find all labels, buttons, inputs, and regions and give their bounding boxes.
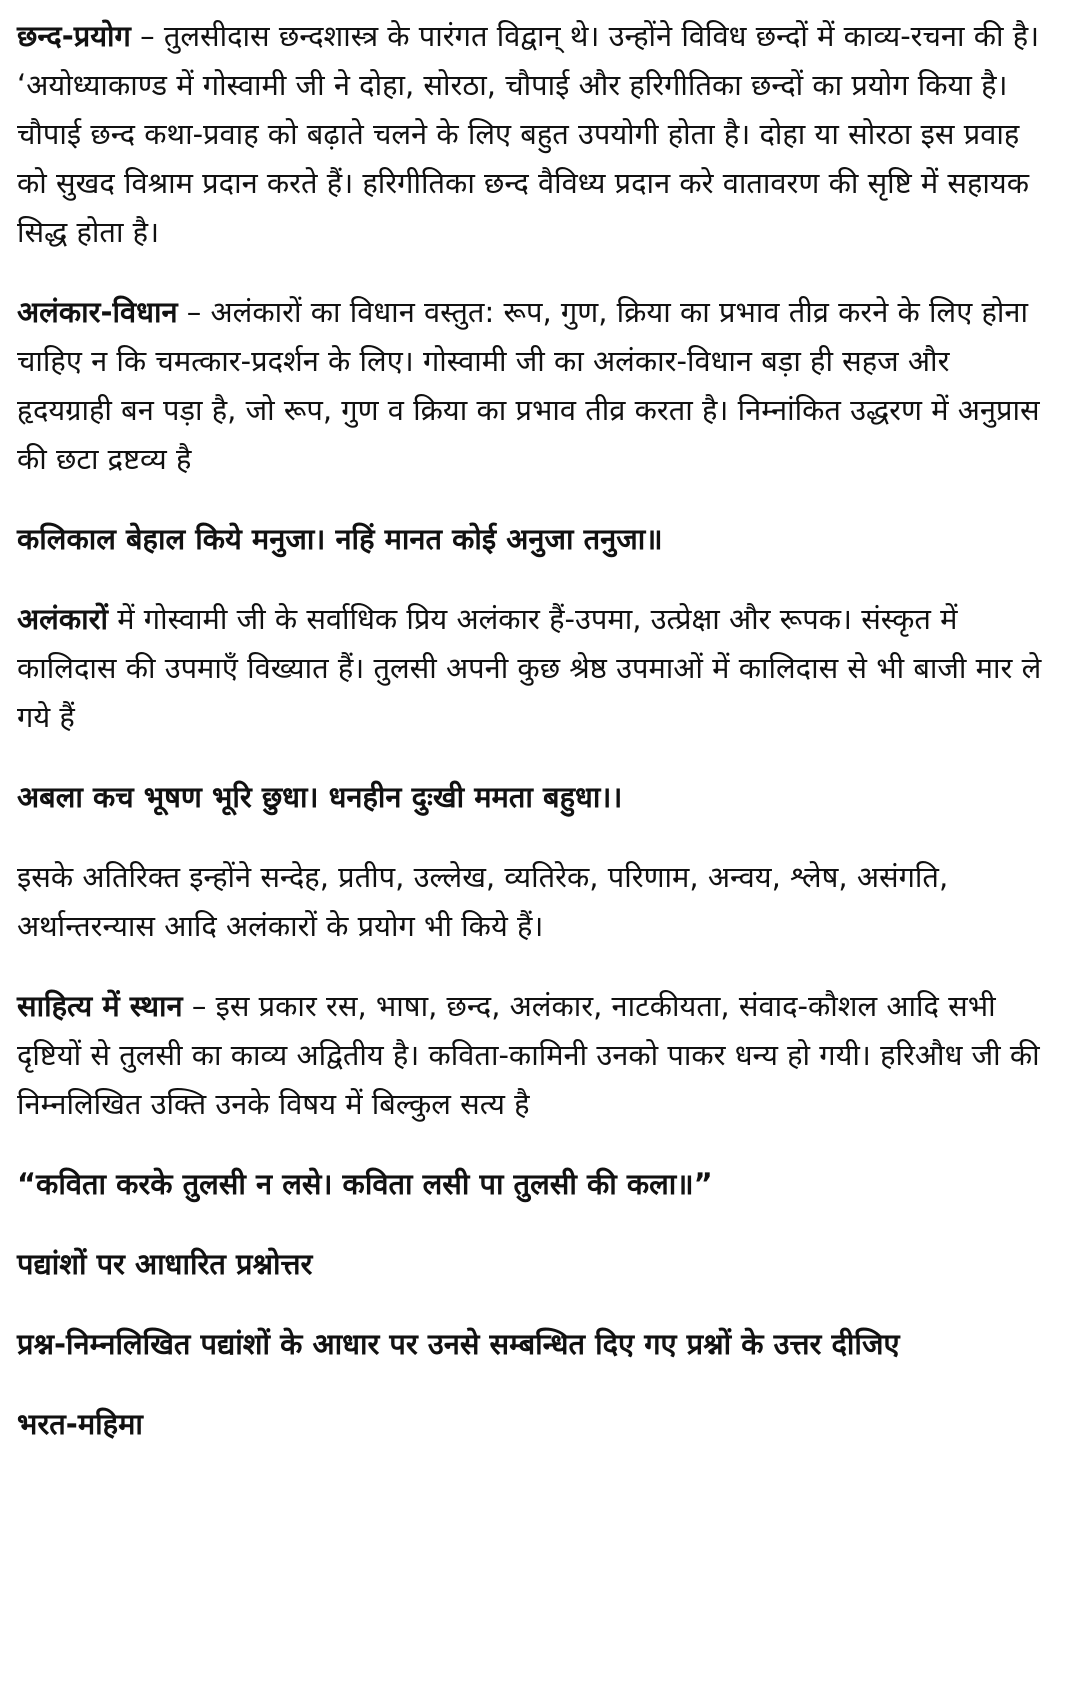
paragraph-text: – अलंकारों का विधान वस्तुत: रूप, गुण, क्रिया का प्रभाव तीव्र करने के लिए होना चाहिए न कि चमत्कार-प्रदर्शन के लिए। गोस्वामी जी का अलंकार-विधान बड़ा ही सहज और हृदयग्राही बन पड़ा है, जो रूप, गुण व क्रिया का प्रभाव तीव्र करता है। निम्नांकित उद्धरण में अनुप्रास की छटा द्रष्टव्य है [17, 295, 1040, 476]
verse-quote: अबला कच भूषण भूरि छुधा। धनहीन दुःखी ममता बहुधा।। [17, 780, 623, 814]
verse-quote: “कविता करके तुलसी न लसे। कविता लसी पा तुलसी की कला॥” [17, 1167, 713, 1201]
question-instruction: प्रश्न-निम्नलिखित पद्यांशों के आधार पर उनसे सम्बन्धित दिए गए प्रश्नों के उत्तर दीजिए [17, 1327, 900, 1361]
term-alankaron: अलंकारों [17, 602, 108, 636]
term-sahitya-sthan: साहित्य में स्थान [17, 989, 183, 1023]
paragraph-chhand-prayog [17, 12, 1042, 257]
paragraph-sahitya-sthan [17, 982, 1042, 1129]
paragraph-text: – तुलसीदास छन्दशास्त्र के पारंगत विद्वान् थे। उन्होंने विविध छन्दों में काव्य-रचना की है। ‘अयोध्याकाण्ड में गोस्वामी जी ने दोहा, सोरठा, चौपाई और हरिगीतिका छन्दों का प्रयोग किया है। चौपाई छन्द कथा-प्रवाह को बढ़ाते चलने के लिए बहुत उपयोगी होता है। दोहा या सोरठा इस प्रवाह को सुखद विश्राम प्रदान करते हैं। हरिगीतिका छन्द वैविध्य प्रदान करे वातावरण की सृष्टि में सहायक सिद्ध होता है। [17, 19, 1040, 249]
section-heading: भरत-महिमा [17, 1407, 143, 1441]
term-chhand-prayog: छन्द-प्रयोग [17, 19, 131, 53]
paragraph-text: में गोस्वामी जी के सर्वाधिक प्रिय अलंकार हैं-उपमा, उत्प्रेक्षा और रूपक। संस्कृत में कालिदास की उपमाएँ विख्यात हैं। तुलसी अपनी कुछ श्रेष्ठ उपमाओं में कालिदास से भी बाजी मार ले गये हैं [17, 602, 1042, 734]
section-heading: पद्यांशों पर आधारित प्रश्नोत्तर [17, 1247, 313, 1281]
paragraph-other-alankar: इसके अतिरिक्त इन्होंने सन्देह, प्रतीप, उल्लेख, व्यतिरेक, परिणाम, अन्वय, श्लेष, असंगति, अर्थान्तरन्यास आदि अलंकारों के प्रयोग भी किये हैं। [17, 860, 949, 943]
paragraph-text: – इस प्रकार रस, भाषा, छन्द, अलंकार, नाटकीयता, संवाद-कौशल आदि सभी दृष्टियों से तुलसी का काव्य अद्वितीय है। कविता-कामिनी उनको पाकर धन्य हो गयी। हरिऔध जी की निम्नलिखित उक्ति उनके विषय में बिल्कुल सत्य है [17, 989, 1040, 1121]
paragraph-alankaron [17, 595, 1042, 742]
paragraph-alankar-vidhan [17, 288, 1042, 484]
term-alankar-vidhan: अलंकार-विधान [17, 295, 178, 329]
verse-quote: कलिकाल बेहाल किये मनुजा। नहिं मानत कोई अनुजा तनुजा॥ [17, 522, 663, 556]
